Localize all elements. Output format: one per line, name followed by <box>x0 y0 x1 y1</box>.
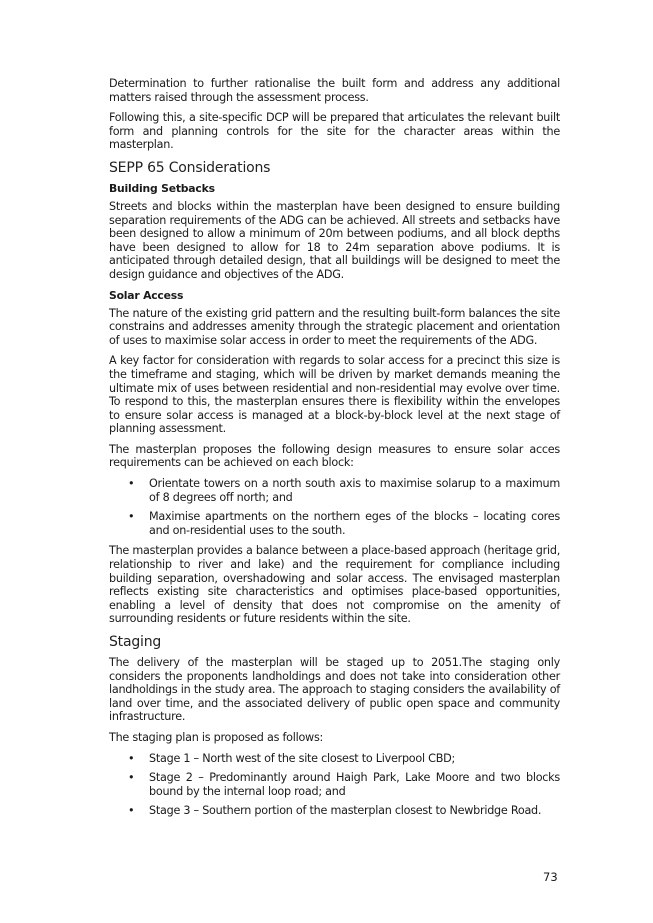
list-item <box>109 510 560 537</box>
page-number: 73 <box>543 870 558 884</box>
document-page <box>109 77 560 825</box>
bullet-icon: • <box>128 477 135 491</box>
staging-paragraph-2: The staging plan is proposed as follows: <box>109 730 324 744</box>
bullet-icon: • <box>128 804 135 818</box>
list-item-text: Stage 3 – Southern portion of the masterplan closest to Newbridge Road. <box>149 804 542 818</box>
building-setbacks-heading: Building Setbacks <box>109 181 215 195</box>
bullet-icon: • <box>128 510 135 524</box>
solar-access-heading: Solar Access <box>109 288 184 302</box>
list-item <box>109 771 560 798</box>
list-item <box>109 752 560 766</box>
list-item-text: Maximise apartments on the northern eges of the blocks – locating cores and on-residential uses to the south. <box>149 510 560 537</box>
setbacks-paragraph: Streets and blocks within the masterplan have been designed to ensure building separation requirements of the ADG can be achieved. All streets and setbacks have been designed to allow a minimum of 20m between podiums, and all block depths have been designed to allow for 18 to 24m separation above podiums. It is anticipated through detailed design, that all buildings will be designed to meet the design guidance and objectives of the ADG. <box>109 199 560 281</box>
solar-paragraph-1: The nature of the existing grid pattern and the resulting built-form balances the site constrains and addresses amenity through the strategic placement and orientation of uses to maximise solar access in order to meet the requirements of the ADG. <box>109 306 560 347</box>
intro-paragraph-1: Determination to further rationalise the built form and address any additional matters raised through the assessment process. <box>109 77 560 104</box>
solar-bullet-list <box>109 477 560 537</box>
staging-paragraph-1: The delivery of the masterplan will be staged up to 2051.The staging only considers the proponents landholdings and does not take into consideration other landholdings in the study area. The approach to staging considers the availability of land over time, and the associated delivery of public open space and community infrastructure. <box>109 656 560 724</box>
bullet-icon: • <box>128 751 135 765</box>
list-item <box>109 804 560 818</box>
solar-paragraph-2: A key factor for consideration with regards to solar access for a precinct this size is the timeframe and staging, which will be driven by market demands meaning the ultimate mix of uses between residential and non-residential may evolve over time. To respond to this, the masterplan ensures there is flexibility within the envelopes to ensure solar access is managed at a block-by-block level at the next stage of planning assessment. <box>109 354 560 436</box>
list-item <box>109 477 560 504</box>
staging-heading: Staging <box>109 634 162 650</box>
solar-paragraph-3: The masterplan proposes the following design measures to ensure solar acces requirements can be achieved on each block: <box>109 442 560 470</box>
bullet-icon: • <box>128 771 135 785</box>
sepp-heading: SEPP 65 Considerations <box>109 159 271 176</box>
list-item-text: Stage 1 – North west of the site closest to Liverpool CBD; <box>149 751 456 765</box>
list-item-text: Orientate towers on a north south axis to maximise solarup to a maximum of 8 degrees off north; and <box>149 477 560 504</box>
solar-paragraph-4: The masterplan provides a balance between a place-based approach (heritage grid, relationship to river and lake) and the requirement for compliance including building separation, overshadowing and solar access. The envisaged masterplan reflects existing site characteristics and optimises place-based opportunities, enabling a level of density that does not compromise on the amenity of surrounding residents or future residents within the site. <box>109 544 560 626</box>
list-item-text: Stage 2 – Predominantly around Haigh Park, Lake Moore and two blocks bound by the internal loop road; and <box>149 771 560 798</box>
staging-bullet-list <box>109 752 560 818</box>
intro-paragraph-2: Following this, a site-specific DCP will be prepared that articulates the relevant built form and planning controls for the site for the character areas within the masterplan. <box>109 111 560 152</box>
